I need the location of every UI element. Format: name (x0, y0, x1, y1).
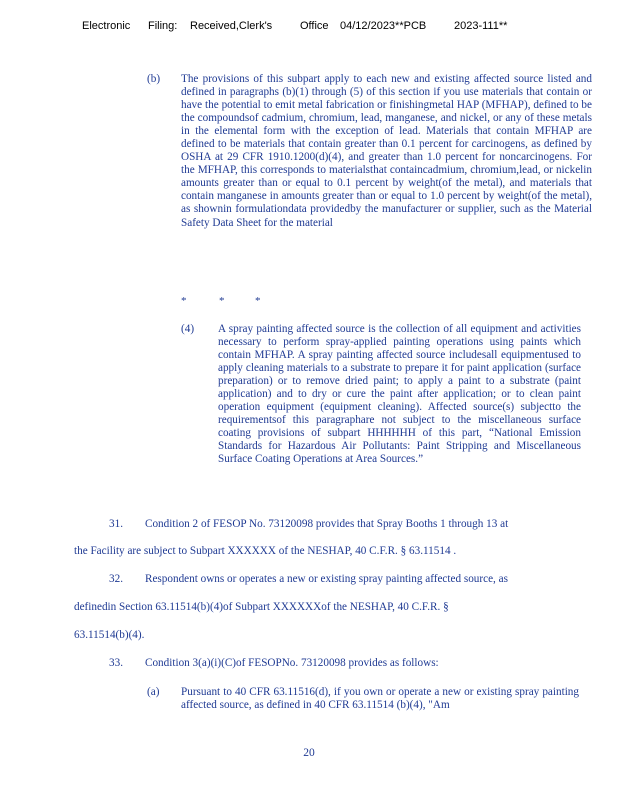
header-word-received: Received,Clerk's (190, 20, 273, 32)
filing-header (82, 20, 522, 36)
section-4-text: A spray painting affected source is the collection of all equipment and activities necessary to perform spray-applied painting operations using paints which contain MFHAP. A spray painting affected source includesall equipmentused to apply cleaning materials to a substrate to prepare it for paint application (surface preparation) or to remove dried paint; to apply a paint to a substrate (paint application) and to dry or cure the paint after application; or to clean paint operation equipment (equipment cleaning). Affected source(s) subjectto the requirementsof this paragraphare not subject to the miscellaneous surface coating provisions of subpart HHHHHH of this part, “National Emission Standards for Hazardous Air Pollutants: Paint Stripping and Miscellaneous Surface Coating Operations at Area Sources.” (218, 323, 581, 466)
section-b-label: (b) (147, 73, 161, 85)
star-2: * (219, 295, 225, 307)
para-31-line-1: Condition 2 of FESOP No. 73120098 provides that Spray Booths 1 through 13 at (145, 518, 509, 530)
star-1: * (181, 295, 187, 307)
section-4-label: (4) (181, 323, 195, 335)
para-31-number: 31. (109, 518, 123, 530)
header-date: 04/12/2023**PCB (340, 20, 427, 32)
section-b-text: The provisions of this subpart apply to each new and existing affected source listed and defined in paragraphs (b)(1) through (5) of this section if you use materials that contain or have the potential to emit metal fabrication or finishingmetal HAP (MFHAP), defined to be the compoundsof cadmium, chromium, lead, manganese, and nickel, or any of these metals in the elemental form with the exception of lead. Materials that contain MFHAP are defined to be materials that contain greater than 0.1 percent for carcinogens, as defined by OSHA at 29 CFR 1910.1200(d)(4), and greater than 1.0 percent for noncarcinogens. For the MFHAP, this corresponds to materialsthat containcadmium, chromium,lead, or nickelin amounts greater than or equal to 0.1 percent by weight(of the metal), and materials that contain manganese in amounts greater than or equal to 1.0 percent by weight(of the metal), as shownin formulationdata providedby the manufacturer or supplier, such as the Material Safety Data Sheet for the material (181, 73, 592, 229)
para-33-sub-text: Pursuant to 40 CFR 63.11516(d), if you own or operate a new or existing spray painting affected source, as defined in 40 CFR 63.11514 (b)(4), "Am (181, 686, 579, 712)
star-3: * (255, 295, 261, 307)
para-32-line-2: definedin Section 63.11514(b)(4)of Subpart XXXXXXof the NESHAP, 40 C.F.R. § (74, 601, 449, 613)
para-33-line-1: Condition 3(a)(i)(C)of FESOPNo. 73120098 provides as follows: (145, 657, 439, 669)
para-32-line-3: 63.11514(b)(4). (74, 629, 145, 641)
header-word-office: Office (300, 20, 329, 32)
para-32-number: 32. (109, 573, 123, 585)
para-32-line-1: Respondent owns or operates a new or existing spray painting affected source, as (145, 573, 508, 585)
header-case-number: 2023-111** (454, 20, 508, 32)
para-31-line-2: the Facility are subject to Subpart XXXXXX of the NESHAP, 40 C.F.R. § 63.11514 . (74, 545, 457, 557)
para-33-number: 33. (109, 657, 123, 669)
page-number: 20 (303, 747, 315, 759)
para-33-sub-label: (a) (147, 686, 160, 698)
header-word-electronic: Electronic (82, 20, 131, 32)
omission-stars (181, 295, 281, 309)
header-word-filing: Filing: (148, 20, 178, 32)
